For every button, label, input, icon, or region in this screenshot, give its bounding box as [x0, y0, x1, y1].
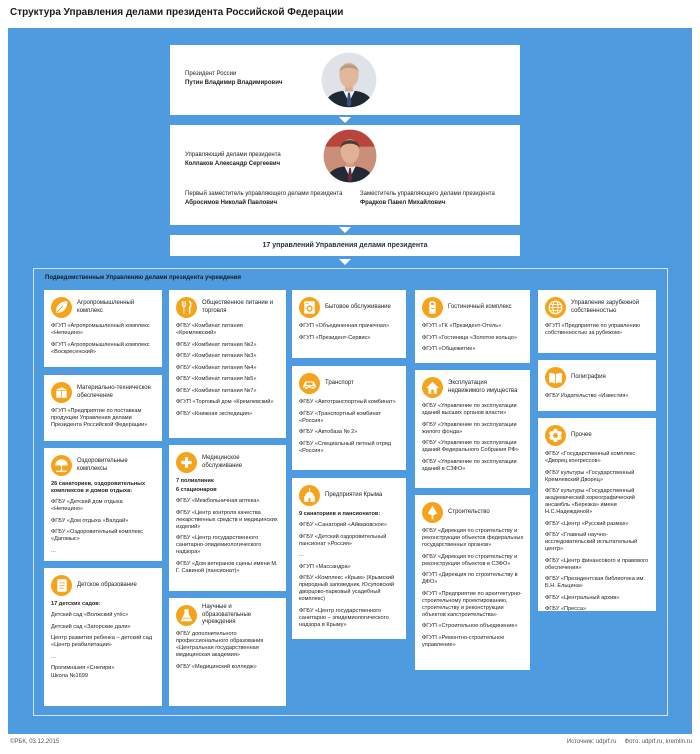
arrow-down-2	[339, 227, 351, 233]
card-nauch	[169, 598, 286, 706]
card-zarub	[538, 290, 656, 353]
list-item: ФГБУ культуры «Государственный Кремлевский Дворец»	[545, 469, 635, 483]
first-deputy-role: Первый заместитель управляющего делами президента	[185, 191, 343, 197]
list-item: ФГБУ «Детский дом отдыха «Непецино»	[51, 499, 123, 512]
card-ekspl	[415, 370, 530, 488]
list-item: ФГБУ «Государственный комплекс «Дворец конгрессов»	[545, 451, 636, 464]
card-title: Агропромышленный комплекс	[77, 300, 135, 314]
card-title: Гостиничный комплекс	[448, 303, 512, 310]
washing-machine-icon	[299, 297, 320, 318]
subordinate-title: Подведомственные Управлению делами президента учреждения	[45, 275, 241, 281]
list-item: Детский сад «Волжский утёс»	[51, 612, 129, 618]
footer-source: Источник: udprf.ru	[566, 739, 617, 745]
list-item: ФГБУ «Комбинат питания «Кремлевский»	[176, 323, 243, 336]
president-role: Президент России	[185, 71, 237, 77]
card-trans	[292, 366, 406, 470]
list-item: ФГБУ «Управление по эксплуатации зданий в СЗФО»	[422, 458, 517, 472]
card-title: Детское образование	[77, 581, 137, 588]
list-item: ФГБУ «Центр финансового и правового обеспечения»	[545, 557, 649, 571]
list-item: ФГБУ «Специальный летный отряд «Россия»	[299, 440, 392, 454]
book-icon	[545, 367, 566, 388]
list-item: ФГБУ «Дом отдыха «Валдай»	[51, 517, 129, 524]
list-item: ФГБУ «Комбинат питания №4»	[176, 364, 257, 371]
manager-photo	[322, 128, 378, 184]
card-title: Полиграфия	[571, 373, 606, 380]
list-item: Школа №1699	[51, 673, 88, 679]
list-item: Центр развития ребенка – детский сад «Центр реабилитации»	[51, 635, 152, 648]
list-item: ФГУП «Ремонтно-строительное управление»	[422, 634, 505, 648]
first-deputy-name: Абросимов Николай Павлович	[185, 200, 278, 206]
card-med	[169, 445, 286, 591]
list-item: ФГБУ «Комплекс «Крым» (Крымский природный заповедник, Юсуповский дворцово-парковый усадебный комплекс)	[299, 575, 395, 602]
list-item: ФГБУ «Центр государственного санитарно – эпидемиологического надзора в Крыму»	[299, 607, 389, 628]
list-item: ФГБУ «Главный научно-исследовательский испытательный центр»	[545, 532, 638, 552]
card-lead: 17 детских садов:	[51, 601, 101, 607]
list-item: ФГБУ «Центр контроля качества лекарственных средств и медицинских изделий»	[176, 509, 278, 530]
list-item: ...	[299, 552, 304, 558]
footer-photo: Фото: udprf.ru, kremlin.ru	[624, 739, 692, 745]
medical-cross-icon	[176, 452, 197, 473]
manager-box	[170, 125, 520, 225]
car-icon	[299, 373, 320, 394]
arrow-down-1	[339, 117, 351, 123]
card-title: Прочее	[571, 431, 592, 438]
list-item: ФГУП «Предприятие по архитектурно-строительному проектированию, строительству и реконструкции объектов капстроительства»	[422, 590, 522, 618]
list-item: ФГУП «Дирекция по строительству в ДФО»	[422, 572, 518, 585]
list-item: ФГБУ «Медицинский колледж»	[176, 663, 257, 670]
list-item: ФГБУ «Центр государственного санитарно-эпидемиологического надзора»	[176, 535, 262, 555]
list-item: ФГБУ «Комбинат питания №2»	[176, 341, 257, 348]
list-item: ФГБУ «Центральный архив»	[545, 594, 620, 601]
list-item: ФГУП «Торговый дом «Кремлевский»	[176, 399, 274, 405]
card-byt	[292, 290, 406, 358]
list-item: Детский сад «Загорские дали»	[51, 623, 131, 630]
card-title: Научные и образовательные учреждения	[202, 604, 252, 626]
list-item: ФГУП «Массандра»	[299, 563, 351, 570]
leaf-icon	[51, 297, 72, 318]
list-item: ФГУП «Общежитие»	[422, 346, 476, 352]
trowel-icon	[422, 502, 443, 523]
list-item: ФГБУ «Президентская библиотека им. Б.Н. Ельцина»	[545, 576, 645, 589]
list-item: ФГБУ «Дирекция по строительству и реконструкции объектов в СЗФО»	[422, 553, 518, 567]
cutlery-icon	[176, 297, 197, 318]
deputy-role: Заместитель управляющего делами президента	[360, 191, 495, 197]
list-item: ФГБУ «Управление по эксплуатации зданий Федерального Собрания РФ»	[422, 440, 519, 453]
list-item: ФГБУ «Управление по эксплуатации жилого фонда»	[422, 421, 517, 435]
arrow-down-3	[339, 259, 351, 265]
list-item: ФГБУ «Комбинат питания №3»	[176, 353, 257, 359]
card-title: Управление зарубежной собственностью	[571, 300, 640, 314]
list-item: Прогимназия «Снегири»	[51, 665, 115, 671]
list-item: ФГБУ дополнительного профессионального образования «Центральная государственная медицинская академия»	[176, 631, 264, 658]
card-title: Материально-техническое обеспечение	[77, 385, 151, 399]
list-item: ФГБУ «Управление по эксплуатации зданий высших органов власти»	[422, 403, 517, 416]
list-item: ФГУП «ГК «Президент-Отель»	[422, 323, 502, 329]
list-item: ФГБУ «Межбольничная аптека»	[176, 498, 260, 504]
card-lead: 6 стационаров	[176, 487, 217, 493]
card-pitanie	[169, 290, 286, 438]
card-title: Транспорт	[325, 379, 354, 386]
card-title: Предприятия Крыма	[325, 491, 383, 498]
deputy-name: Фрадков Павел Михайлович	[360, 200, 446, 206]
flask-icon	[176, 605, 197, 626]
card-krym	[292, 478, 406, 639]
card-lead: 26 санаториев, оздоровительных комплексов и домов отдыха:	[51, 481, 146, 494]
manager-name: Колпаков Александр Сергеевич	[185, 161, 281, 167]
list-item: ФГБУ Издательство «Известия»	[545, 393, 629, 399]
globe-icon	[545, 297, 566, 318]
card-stroi	[415, 495, 530, 670]
president-box	[170, 45, 520, 115]
list-item: ФГБУ «Центр «Русский размах»	[545, 520, 629, 527]
card-mto	[44, 375, 162, 441]
list-item: ФГУП «Гостиница «Золотое кольцо»	[422, 334, 517, 341]
card-agro	[44, 290, 162, 367]
card-proch	[538, 418, 656, 611]
manager-role: Управляющий делами президента	[185, 152, 281, 158]
list-item: ФГБУ «Дирекция по строительству и реконструкции объектов федеральных государственных органов»	[422, 528, 524, 548]
card-title: Оздоровительные комплексы	[77, 458, 128, 472]
departments-box	[170, 235, 520, 256]
list-item: ФГБУ «Комбинат питания №7»	[176, 387, 257, 394]
list-item: ФГБУ «Транспортный комбинат «Россия»	[299, 410, 382, 424]
landmark-icon	[299, 485, 320, 506]
beach-umbrella-icon	[51, 455, 72, 476]
list-item: ФГБУ «Автотранспортный комбинат»	[299, 399, 396, 405]
notebook-icon	[51, 575, 72, 596]
list-item: ФГБУ «Автобаза № 2»	[299, 429, 358, 435]
list-item: ФГУП «Объединенная прачечная»	[299, 323, 390, 329]
card-ozdor	[44, 448, 162, 561]
list-item: ...	[51, 547, 56, 554]
page-title: Структура Управления делами президента Российской Федерации	[10, 7, 344, 18]
list-item: ФГБУ «Пресса»	[545, 606, 587, 612]
card-title: Общественное питание и торговля	[202, 300, 274, 314]
president-name: Путин Владимир Владимирович	[185, 80, 283, 86]
list-item: ФГБУ «Книжная экспедиция»	[176, 410, 253, 417]
card-detsk	[44, 568, 162, 706]
card-lead: 9 санаториев и пансионатов:	[299, 511, 381, 517]
list-item: ...	[51, 653, 56, 660]
card-lead: 7 поликлиник	[176, 478, 214, 484]
footer-copyright: ©РБК, 03.12.2015	[10, 739, 60, 745]
list-item: ФГУП «Агропромышленный комплекс «Воскресенский»	[51, 341, 150, 355]
house-icon	[422, 377, 443, 398]
list-item: ФГУП «Предприятие по управлению собственностью за рубежом»	[545, 323, 640, 336]
president-photo	[320, 51, 378, 109]
card-title: Медицинское обслуживание	[202, 455, 243, 469]
list-item: ФГБУ «Комбинат питания №5»	[176, 376, 257, 382]
departments-label: 17 управлений Управления делами президента	[262, 242, 428, 249]
footer-credits	[567, 739, 692, 745]
list-item: ФГБУ «Санаторий «Айвазовское»	[299, 522, 387, 528]
list-item: ФГБУ «Оздоровительный комплекс «Дагомыс»	[51, 529, 144, 542]
flower-icon	[545, 425, 566, 446]
list-item: ФГУП «Предприятие по поставкам продукции Управления делами Президента Российской Федерации»	[51, 408, 148, 428]
card-polig	[538, 360, 656, 411]
list-item: ФГБУ «Детский оздоровительный пансионат «Россия»	[299, 533, 387, 547]
door-hanger-icon	[422, 297, 443, 318]
card-title: Эксплуатация недвижимого имущества	[448, 380, 518, 394]
card-title: Строительство	[448, 508, 490, 515]
list-item: ФГУП «Агропромышленный комплекс «Непецино»	[51, 323, 150, 336]
list-item: ФГБУ культуры «Государственный академический хореографический ансамбль «Березка» имени Н.С.Надеждиной»	[545, 488, 635, 515]
list-item: ФГУП «Строительное объединение»	[422, 623, 518, 629]
card-gost	[415, 290, 530, 363]
card-title: Бытовое обслуживание	[325, 303, 391, 310]
list-item: ФГУП «Президент-Сервис»	[299, 334, 371, 341]
list-item: ФГБУ «Дом ветеранов сцены имени М. Г. Савиной (пансионат)»	[176, 560, 278, 574]
box-icon	[51, 382, 72, 403]
